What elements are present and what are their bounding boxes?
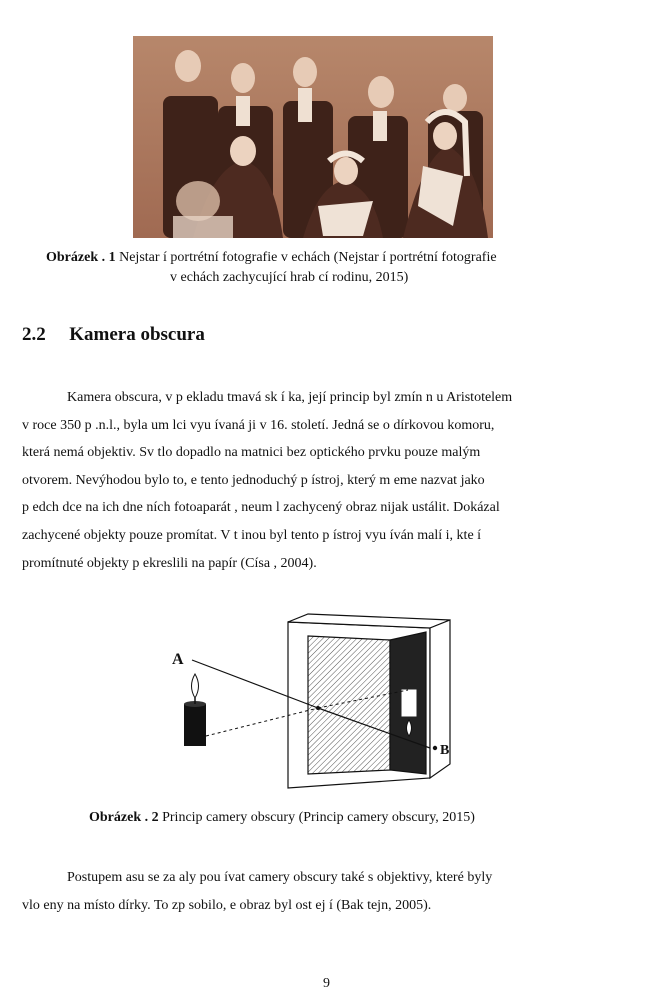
paragraph-line: vlo eny na místo dírky. To zp sobilo, e obraz byl ost ej í (Bak tejn, 2005). — [22, 897, 432, 913]
point-a-label: A — [172, 651, 184, 668]
portrait-illustration — [133, 36, 493, 238]
paragraph-line: Kamera obscura, v p ekladu tmavá sk í ka, její princip byl zmín n u Aristotelem — [67, 390, 513, 405]
paragraph-line: Postupem asu se za aly pou ívat camery obscury také s objektivy, které byly — [67, 870, 493, 885]
figure-2-caption-text: Princip camery obscury (Princip camery obscury, 2015) — [162, 810, 475, 825]
section-heading — [22, 324, 205, 346]
section-title: Kamera obscura — [69, 324, 205, 345]
figure-1-caption — [46, 248, 606, 268]
section-number: 2.2 — [22, 324, 46, 345]
figure-2-caption — [89, 808, 589, 828]
paragraph-objectives — [22, 864, 605, 919]
figure-1-caption-continuation — [170, 268, 590, 288]
historical-portrait-photo — [133, 36, 493, 238]
paragraph-kamera-obscura — [22, 384, 605, 577]
paragraph-line: v roce 350 p .n.l., byla um lci vyu ívaná ji v 16. století. Jedná se o dírkovou komoru, — [22, 417, 495, 433]
paragraph-line: p edch dce na ich dne ních fotoaparát , neum l zachycený obraz nijak ustálit. Dokázal — [22, 500, 500, 516]
paragraph-line: promítnuté objekty p ekreslili na papír (Císa , 2004). — [22, 555, 317, 571]
point-b-label: B — [440, 743, 450, 758]
figure-1-caption-line2: v echách zachycující hrab cí rodinu, 2015) — [170, 270, 409, 285]
camera-obscura-drawing — [168, 612, 453, 792]
camera-obscura-diagram — [168, 612, 453, 792]
paragraph-line: která nemá objektiv. Sv tlo dopadlo na matnici bez optického prvku pouze malým — [22, 445, 481, 461]
figure-2-caption-label: Obrázek . 2 — [89, 810, 159, 825]
paragraph-line: otvorem. Nevýhodou bylo to, e tento jednoduchý p ístroj, který m eme nazvat jako — [22, 472, 485, 488]
figure-1-caption-label: Obrázek . 1 — [46, 250, 116, 265]
figure-1-caption-line1: Nejstar í portrétní fotografie v echách (Nejstar í portrétní fotografie — [119, 250, 497, 265]
page-number: 9 — [323, 976, 330, 991]
paragraph-line: zachycené objekty pouze promítat. V t inou byl tento p ístroj vyu íván malí i, kte í — [22, 527, 482, 543]
